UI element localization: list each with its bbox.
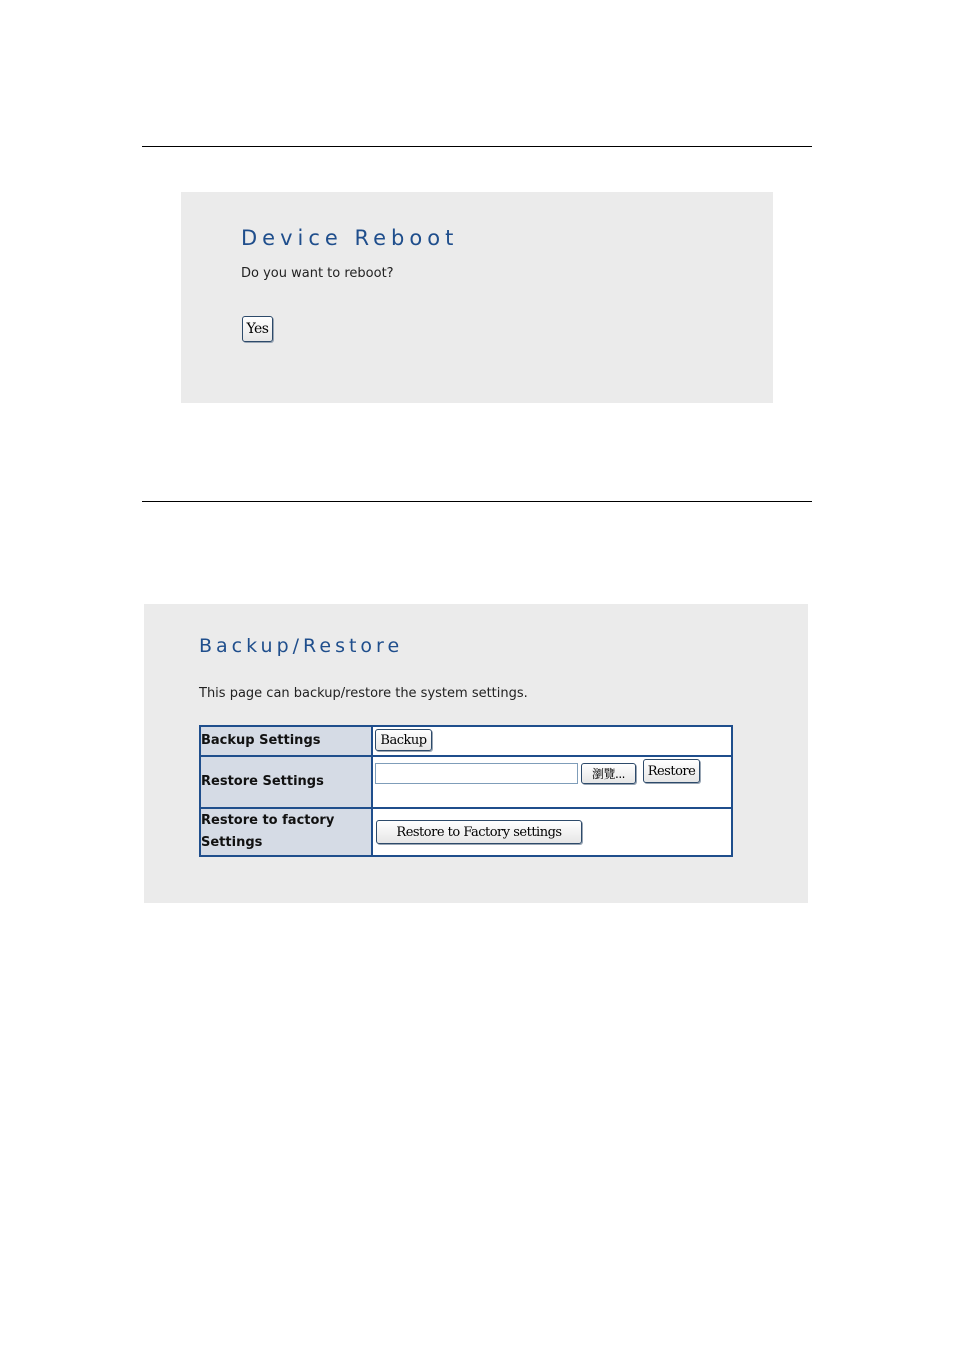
backup-restore-title: Backup/Restore (199, 635, 404, 657)
restore-to-factory-label-line1: Restore to factory (201, 813, 335, 828)
top-divider-2 (142, 501, 812, 502)
yes-button[interactable]: Yes (242, 316, 273, 342)
restore-to-factory-button[interactable]: Restore to Factory settings (376, 820, 582, 844)
top-divider-1 (142, 146, 812, 147)
backup-button[interactable]: Backup (375, 729, 432, 751)
restore-button[interactable]: Restore (643, 759, 700, 783)
table-row-restore (200, 756, 732, 808)
backup-settings-label: Backup Settings (200, 726, 372, 756)
device-reboot-panel (181, 192, 773, 403)
restore-settings-label: Restore Settings (200, 756, 372, 808)
browse-button[interactable]: 瀏覽... (581, 763, 636, 784)
device-reboot-title: Device Reboot (241, 226, 459, 250)
restore-file-input[interactable] (375, 763, 578, 784)
restore-to-factory-label (200, 808, 372, 856)
restore-settings-cell (372, 756, 732, 808)
restore-to-factory-cell (372, 808, 732, 856)
table-row-factory (200, 808, 732, 856)
backup-restore-panel (144, 604, 808, 903)
restore-to-factory-label-line2: Settings (201, 835, 263, 850)
backup-settings-cell (372, 726, 732, 756)
reboot-question: Do you want to reboot? (241, 266, 394, 281)
backup-restore-description: This page can backup/restore the system settings. (199, 686, 528, 701)
table-row-backup (200, 726, 732, 756)
backup-settings-table (199, 725, 733, 857)
